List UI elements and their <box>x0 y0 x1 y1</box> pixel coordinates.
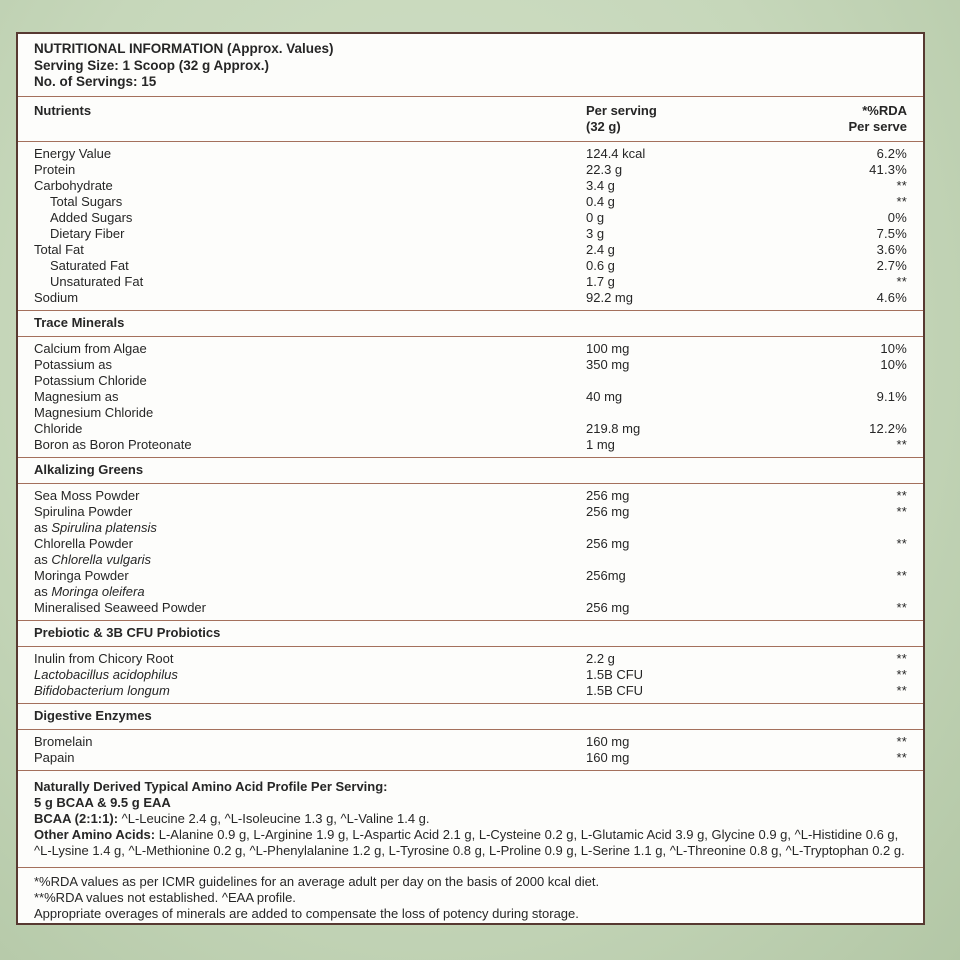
nutrient-subline-text: as <box>34 583 52 599</box>
nutrient-row <box>34 734 907 750</box>
nutrition-label-panel <box>16 32 925 925</box>
nutrient-name <box>34 146 586 162</box>
nutrient-rda: 2.7% <box>876 257 907 273</box>
nutrient-rda: ** <box>896 436 907 452</box>
nutrient-name <box>34 734 586 750</box>
nutrient-value: 0 g <box>586 209 605 225</box>
nutrient-rda: 6.2% <box>876 145 907 161</box>
nutrient-name <box>34 194 586 210</box>
nutrient-subline-text: Potassium Chloride <box>34 372 147 388</box>
nutrient-name-text: Energy Value <box>34 145 112 161</box>
nutrient-name <box>34 750 586 766</box>
column-per-serving-line2: (32 g) <box>586 118 621 134</box>
nutrient-name <box>34 421 586 437</box>
nutrient-name-subline <box>34 552 586 568</box>
sections-container <box>18 141 923 770</box>
footnote-overages: Appropriate overages of minerals are added to compensate the loss of potency during storage. <box>34 905 579 921</box>
column-rda <box>757 103 907 135</box>
section-header: Digestive Enzymes <box>18 703 923 730</box>
nutrient-rda: 10% <box>880 356 907 372</box>
nutrient-name-text: Unsaturated Fat <box>50 273 144 289</box>
nutrient-value: 160 mg <box>586 733 630 749</box>
nutrient-name-text: Sodium <box>34 289 79 305</box>
bcaa-label: BCAA (2:1:1): <box>34 810 119 826</box>
nutrient-name-text: Inulin from Chicory Root <box>34 650 174 666</box>
nutrient-name-text: Potassium as <box>34 356 113 372</box>
nutrient-value: 350 mg <box>586 356 630 372</box>
section-header: Prebiotic & 3B CFU Probiotics <box>18 620 923 647</box>
nutrient-rda: 7.5% <box>876 225 907 241</box>
nutrient-row <box>34 290 907 306</box>
nutrient-name-subline <box>34 520 586 536</box>
serving-size-text: Serving Size: 1 Scoop (32 g Approx.) <box>34 57 270 73</box>
nutrient-value: 256mg <box>586 567 626 583</box>
nutrient-name-text: Dietary Fiber <box>50 225 125 241</box>
nutrient-name <box>34 274 586 290</box>
nutrient-name-text: Bromelain <box>34 733 93 749</box>
nutrient-row <box>34 210 907 226</box>
nutrient-rda: 41.3% <box>869 161 907 177</box>
nutrient-name-subline <box>34 584 586 600</box>
nutrient-value: 22.3 g <box>586 161 623 177</box>
nutrient-value: 1.7 g <box>586 273 615 289</box>
footnote-not-established: **%RDA values not established. ^EAA profile. <box>34 889 296 905</box>
nutrient-row <box>34 274 907 290</box>
footnotes-block <box>18 867 923 925</box>
nutrient-subline-species: Moringa oleifera <box>51 583 145 599</box>
nutrient-value: 1 mg <box>586 436 615 452</box>
footnote-rda: *%RDA values as per ICMR guidelines for an average adult per day on the basis of 2000 kcal diet. <box>34 873 600 889</box>
section-rows <box>18 730 923 770</box>
servings-count-text: No. of Servings: 15 <box>34 74 157 89</box>
nutrient-name <box>34 258 586 274</box>
nutrient-value: 256 mg <box>586 599 630 615</box>
other-amino-label: Other Amino Acids: <box>34 827 156 843</box>
column-rda-line2: Per serve <box>848 118 907 134</box>
nutrient-name-text: Total Sugars <box>50 193 123 209</box>
section-header: Alkalizing Greens <box>18 457 923 484</box>
nutrient-name-text: Chlorella Powder <box>34 535 133 551</box>
nutrient-row <box>34 600 907 616</box>
label-header-block <box>18 34 923 96</box>
nutrient-rda: ** <box>896 177 907 193</box>
column-nutrients: Nutrients <box>34 102 92 118</box>
nutrient-value: 3 g <box>586 225 605 241</box>
nutrient-rda: ** <box>896 535 907 551</box>
nutrient-row <box>34 194 907 210</box>
nutrient-value: 0.6 g <box>586 257 615 273</box>
nutrient-name <box>34 504 586 536</box>
amino-title: Naturally Derived Typical Amino Acid Profile Per Serving: <box>34 778 388 794</box>
nutrient-name-text: Saturated Fat <box>50 257 129 273</box>
nutrient-row <box>34 357 907 389</box>
nutrient-row <box>34 162 907 178</box>
nutrient-name-text: Moringa Powder <box>34 567 129 583</box>
nutrient-rda: 3.6% <box>876 241 907 257</box>
nutrient-name <box>34 437 586 453</box>
nutrient-row <box>34 242 907 258</box>
nutrient-row <box>34 536 907 568</box>
nutrient-value: 3.4 g <box>586 177 615 193</box>
nutrient-name <box>34 651 586 667</box>
nutrient-value: 1.5B CFU <box>586 666 644 682</box>
amino-summary: 5 g BCAA & 9.5 g EAA <box>34 794 171 810</box>
nutrient-name <box>34 178 586 194</box>
nutrient-name <box>34 210 586 226</box>
bcaa-values: ^L-Leucine 2.4 g, ^L-Isoleucine 1.3 g, ^L-Valine 1.4 g. <box>118 810 430 826</box>
nutrient-rda: ** <box>896 599 907 615</box>
nutrient-rda: ** <box>896 503 907 519</box>
column-per-serving-line1: Per serving <box>586 102 657 118</box>
nutrient-name <box>34 568 586 600</box>
nutrient-row <box>34 421 907 437</box>
nutrient-rda: 12.2% <box>869 420 907 436</box>
section-rows <box>18 647 923 703</box>
nutrient-row <box>34 437 907 453</box>
nutrient-subline-species: Spirulina platensis <box>51 519 157 535</box>
nutrient-name-subline <box>34 373 586 389</box>
nutrient-rda: 10% <box>880 340 907 356</box>
nutrient-subline-text: as <box>34 551 52 567</box>
nutrient-name-text: Total Fat <box>34 241 84 257</box>
nutrient-rda: 0% <box>887 209 907 225</box>
nutrient-rda: ** <box>896 273 907 289</box>
nutrient-value: 0.4 g <box>586 193 615 209</box>
nutrient-name-text: Spirulina Powder <box>34 503 133 519</box>
nutrient-rda: 9.1% <box>876 388 907 404</box>
nutrient-row <box>34 258 907 274</box>
column-header-row <box>18 96 923 141</box>
nutrient-name <box>34 389 586 421</box>
nutrient-name <box>34 683 586 699</box>
nutrient-row <box>34 683 907 699</box>
nutrient-value: 1.5B CFU <box>586 682 644 698</box>
nutrient-rda: 4.6% <box>876 289 907 305</box>
nutrient-rda: ** <box>896 682 907 698</box>
nutrient-value: 92.2 mg <box>586 289 633 305</box>
label-title: NUTRITIONAL INFORMATION (Approx. Values) <box>34 41 334 56</box>
nutrient-value: 256 mg <box>586 535 630 551</box>
column-rda-line1: *%RDA <box>862 102 907 118</box>
column-per-serving <box>586 103 757 135</box>
nutrient-name-text: Carbohydrate <box>34 177 113 193</box>
nutrient-subline-text: Magnesium Chloride <box>34 404 154 420</box>
nutrient-value: 40 mg <box>586 388 623 404</box>
other-amino-values: L-Alanine 0.9 g, L-Arginine 1.9 g, L-Aspartic Acid 2.1 g, L-Cysteine 0.2 g, L-Glutamic Acid 3.9 g, Glycine 0.9 g, ^L-Histidine 0.6 g, ^L-Lysine 1.4 g, ^L-Methionine 0.2 g, ^L-Phenylalanine 1.2 g, L-Tyrosine 0.8 g, L-Proline 0.9 g, L-Serine 1.1 g, ^L-Threonine 0.8 g, ^L-Tryptophan 0.2 g. <box>34 827 905 859</box>
section-rows <box>18 337 923 457</box>
nutrient-name <box>34 341 586 357</box>
nutrient-row <box>34 226 907 242</box>
nutrient-name <box>34 600 586 616</box>
section-rows <box>18 141 923 310</box>
nutrient-row <box>34 504 907 536</box>
nutrient-rda: ** <box>896 749 907 765</box>
nutrient-rda: ** <box>896 650 907 666</box>
amino-acid-profile-block <box>18 770 923 867</box>
nutrient-name <box>34 357 586 389</box>
nutrient-name-text: Chloride <box>34 420 83 436</box>
nutrient-name <box>34 226 586 242</box>
nutrient-row <box>34 488 907 504</box>
nutrient-name-subline <box>34 405 586 421</box>
nutrient-rda: ** <box>896 666 907 682</box>
nutrient-value: 219.8 mg <box>586 420 641 436</box>
nutrient-name-text: Magnesium as <box>34 388 119 404</box>
nutrient-row <box>34 178 907 194</box>
nutrient-subline-species: Chlorella vulgaris <box>51 551 152 567</box>
nutrient-name-text: Protein <box>34 161 76 177</box>
nutrient-value: 256 mg <box>586 487 630 503</box>
nutrient-value: 2.2 g <box>586 650 615 666</box>
nutrient-name-text: Lactobacillus acidophilus <box>34 666 178 682</box>
nutrient-name <box>34 488 586 504</box>
nutrient-value: 100 mg <box>586 340 630 356</box>
nutrient-row <box>34 389 907 421</box>
nutrient-name-text: Boron as Boron Proteonate <box>34 436 192 452</box>
nutrient-name-text: Added Sugars <box>50 209 133 225</box>
nutrient-row <box>34 651 907 667</box>
nutrient-subline-text: as <box>34 519 52 535</box>
nutrient-value: 256 mg <box>586 503 630 519</box>
nutrient-name-text: Mineralised Seaweed Powder <box>34 599 206 615</box>
nutrient-name <box>34 242 586 258</box>
nutrient-rda: ** <box>896 487 907 503</box>
nutrient-row <box>34 341 907 357</box>
nutrient-name-text: Sea Moss Powder <box>34 487 140 503</box>
section-rows <box>18 484 923 620</box>
nutrient-rda: ** <box>896 567 907 583</box>
nutrient-name <box>34 667 586 683</box>
other-amino-line <box>34 827 907 859</box>
nutrient-rda: ** <box>896 733 907 749</box>
nutrient-rda: ** <box>896 193 907 209</box>
nutrient-row <box>34 146 907 162</box>
nutrient-row <box>34 750 907 766</box>
nutrient-name-text: Bifidobacterium longum <box>34 682 170 698</box>
nutrient-name <box>34 290 586 306</box>
nutrient-value: 160 mg <box>586 749 630 765</box>
bcaa-line <box>34 811 907 827</box>
nutrient-row <box>34 667 907 683</box>
nutrient-name <box>34 536 586 568</box>
nutrient-value: 2.4 g <box>586 241 615 257</box>
nutrient-name <box>34 162 586 178</box>
nutrient-value: 124.4 kcal <box>586 145 646 161</box>
nutrient-name-text: Calcium from Algae <box>34 340 147 356</box>
nutrient-row <box>34 568 907 600</box>
section-header: Trace Minerals <box>18 310 923 337</box>
nutrient-name-text: Papain <box>34 749 75 765</box>
